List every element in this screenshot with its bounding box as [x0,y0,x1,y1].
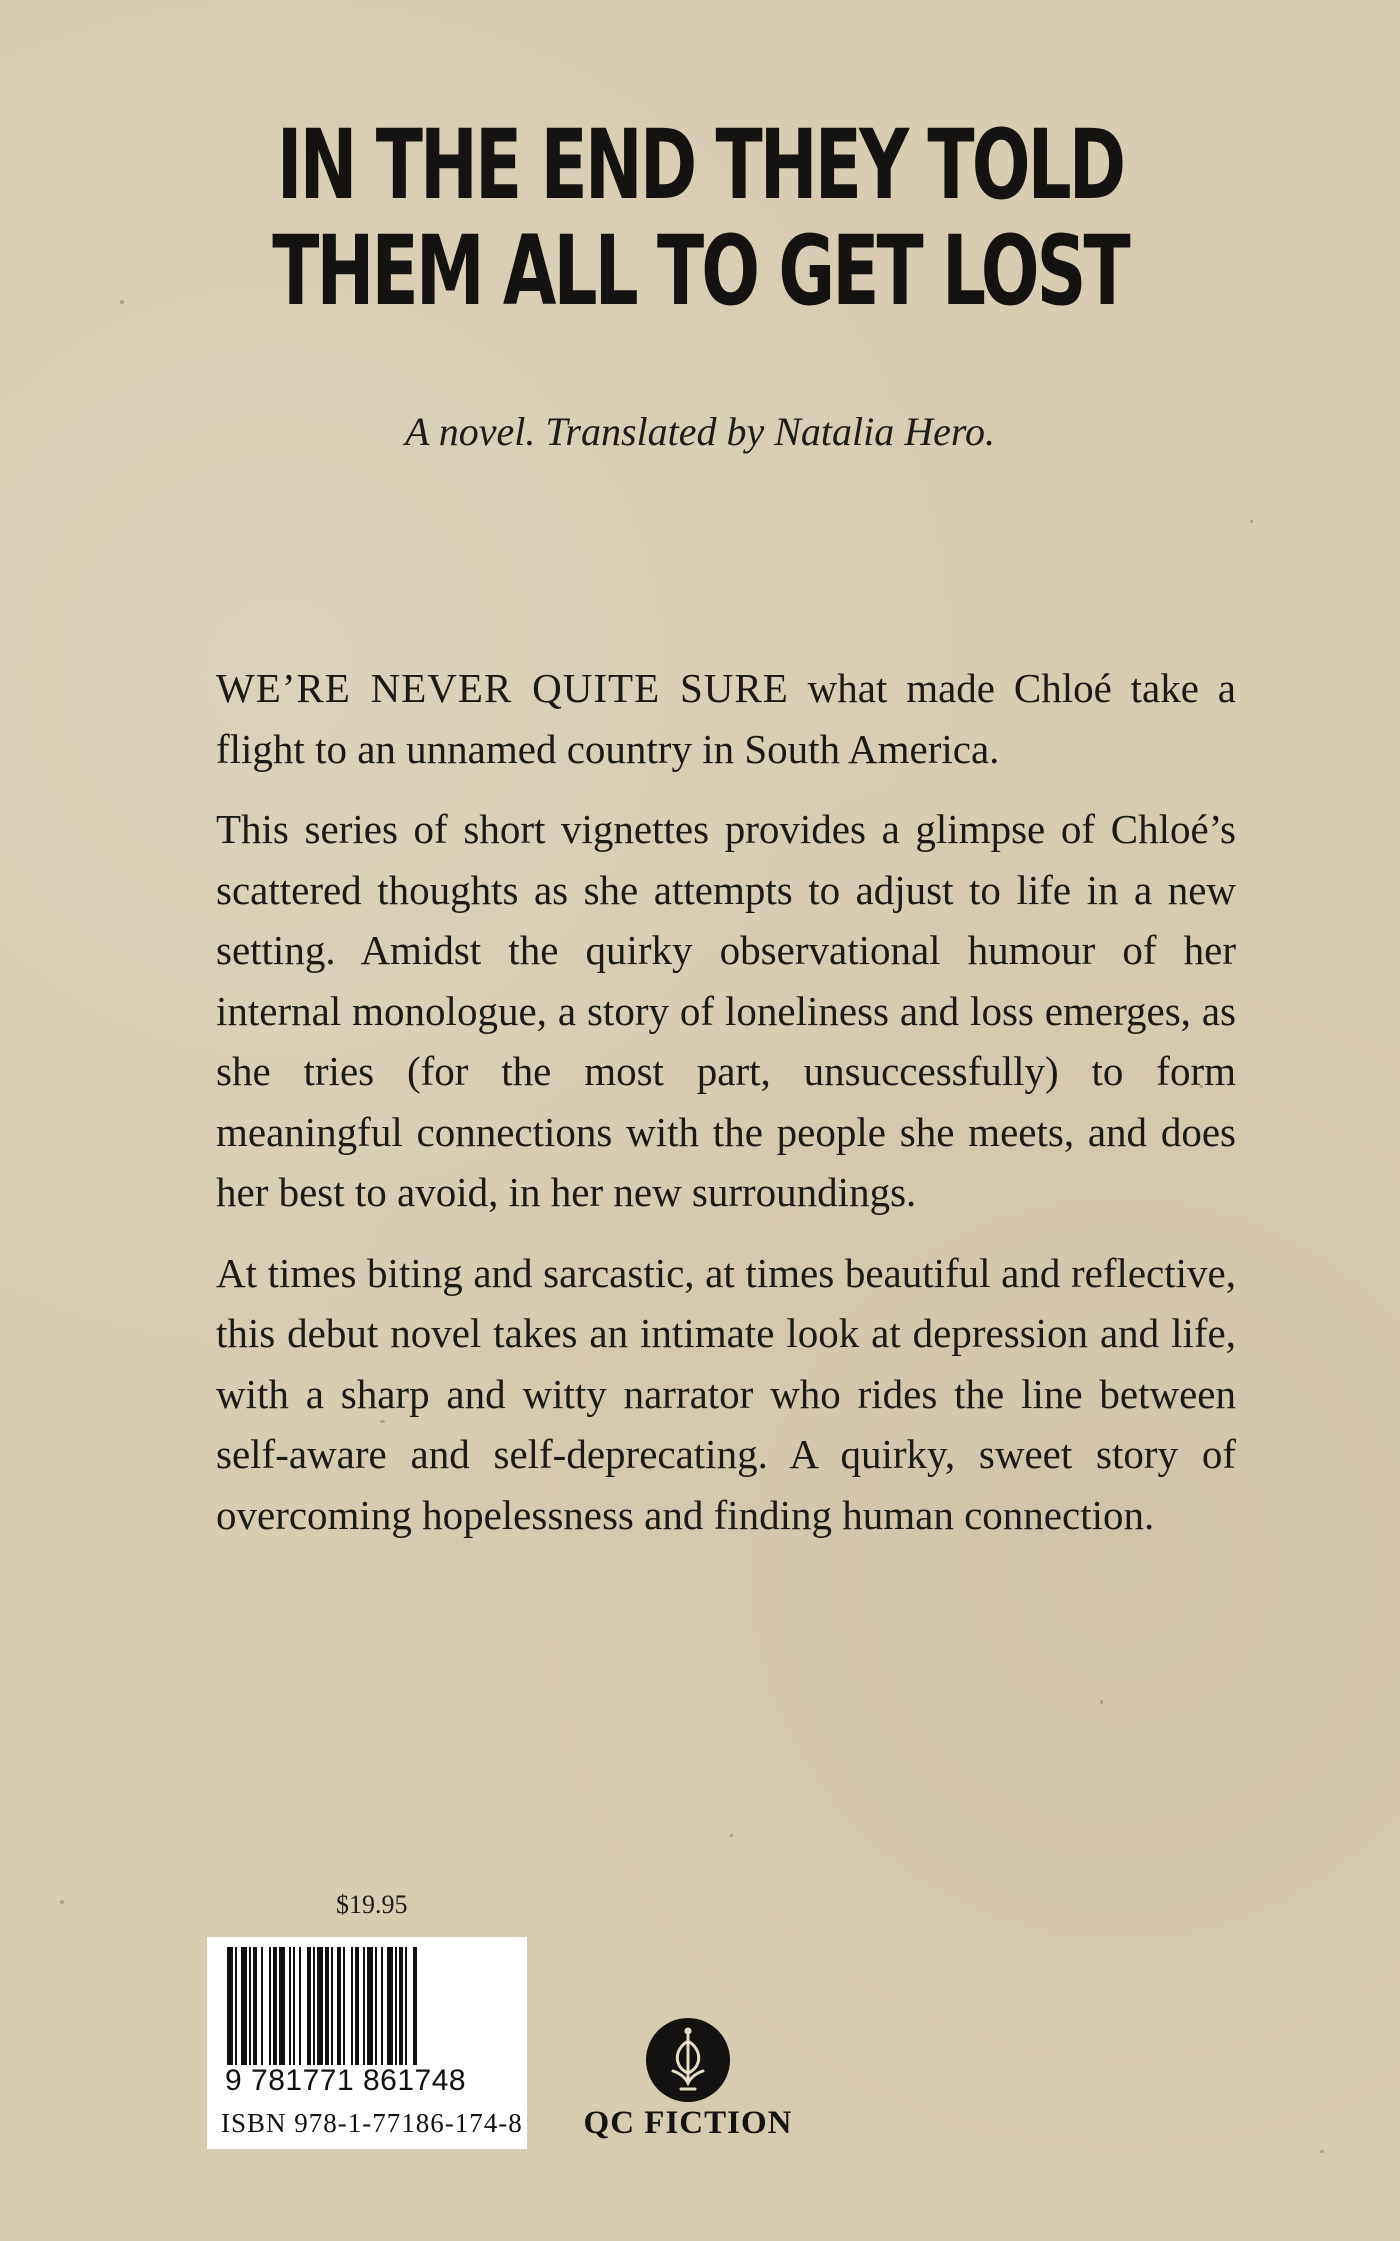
blurb-paragraph-2: This series of short vignettes provides a glimpse of Chloé’s scattered thoughts as she attempts to adjust to life in a new setting. Amidst the quirky observational humour of her internal monologue, a story of loneliness and loss emerges, as she tries (for the most part, unsuccessfully) to form meaningful connections with the people she meets, and does her best to avoid, in her new surroundings. [216,806,1236,1215]
book-subtitle: A novel. Translated by Natalia Hero. [405,409,995,454]
publisher-name: QC FICTION [583,2105,793,2141]
blurb-paragraph-1-text: what made Chloé take a flight to an unnamed country in South America. [216,665,1237,772]
blurb-lead-in: WE’RE NEVER QUITE SURE [216,665,789,711]
price-label: $19.95 [336,1890,408,1919]
isbn-barcode-block [207,1937,527,2149]
paper-fleck [120,300,124,304]
blurb-paragraph-1 [216,658,1236,779]
book-title-line-2: THEM ALL TO GET LOST [272,215,1128,327]
barcode-icon [225,1947,515,2065]
barcode-digits: 9 781771 861748 [225,2064,467,2097]
back-cover-blurb [216,658,1236,1565]
book-title-line-1: IN THE END THEY TOLD [276,109,1124,221]
ornamental-fleur-logo-icon [645,2017,731,2103]
paper-fleck [1320,2150,1324,2153]
book-title [196,109,1204,327]
paper-fleck [60,1900,64,1904]
paper-fleck [1250,520,1253,523]
paper-fleck [730,1834,733,1837]
blurb-paragraph-3: At times biting and sarcastic, at times beautiful and reflective, this debut novel takes an intimate look at depression and life, with a sharp and witty narrator who rides the line between self-aware and self-deprecating. A quirky, sweet story of overcoming hopelessness and finding human connection. [216,1249,1236,1538]
isbn-number: ISBN 978-1-77186-174-8 [221,2108,523,2138]
paper-fleck [1100,1700,1103,1704]
